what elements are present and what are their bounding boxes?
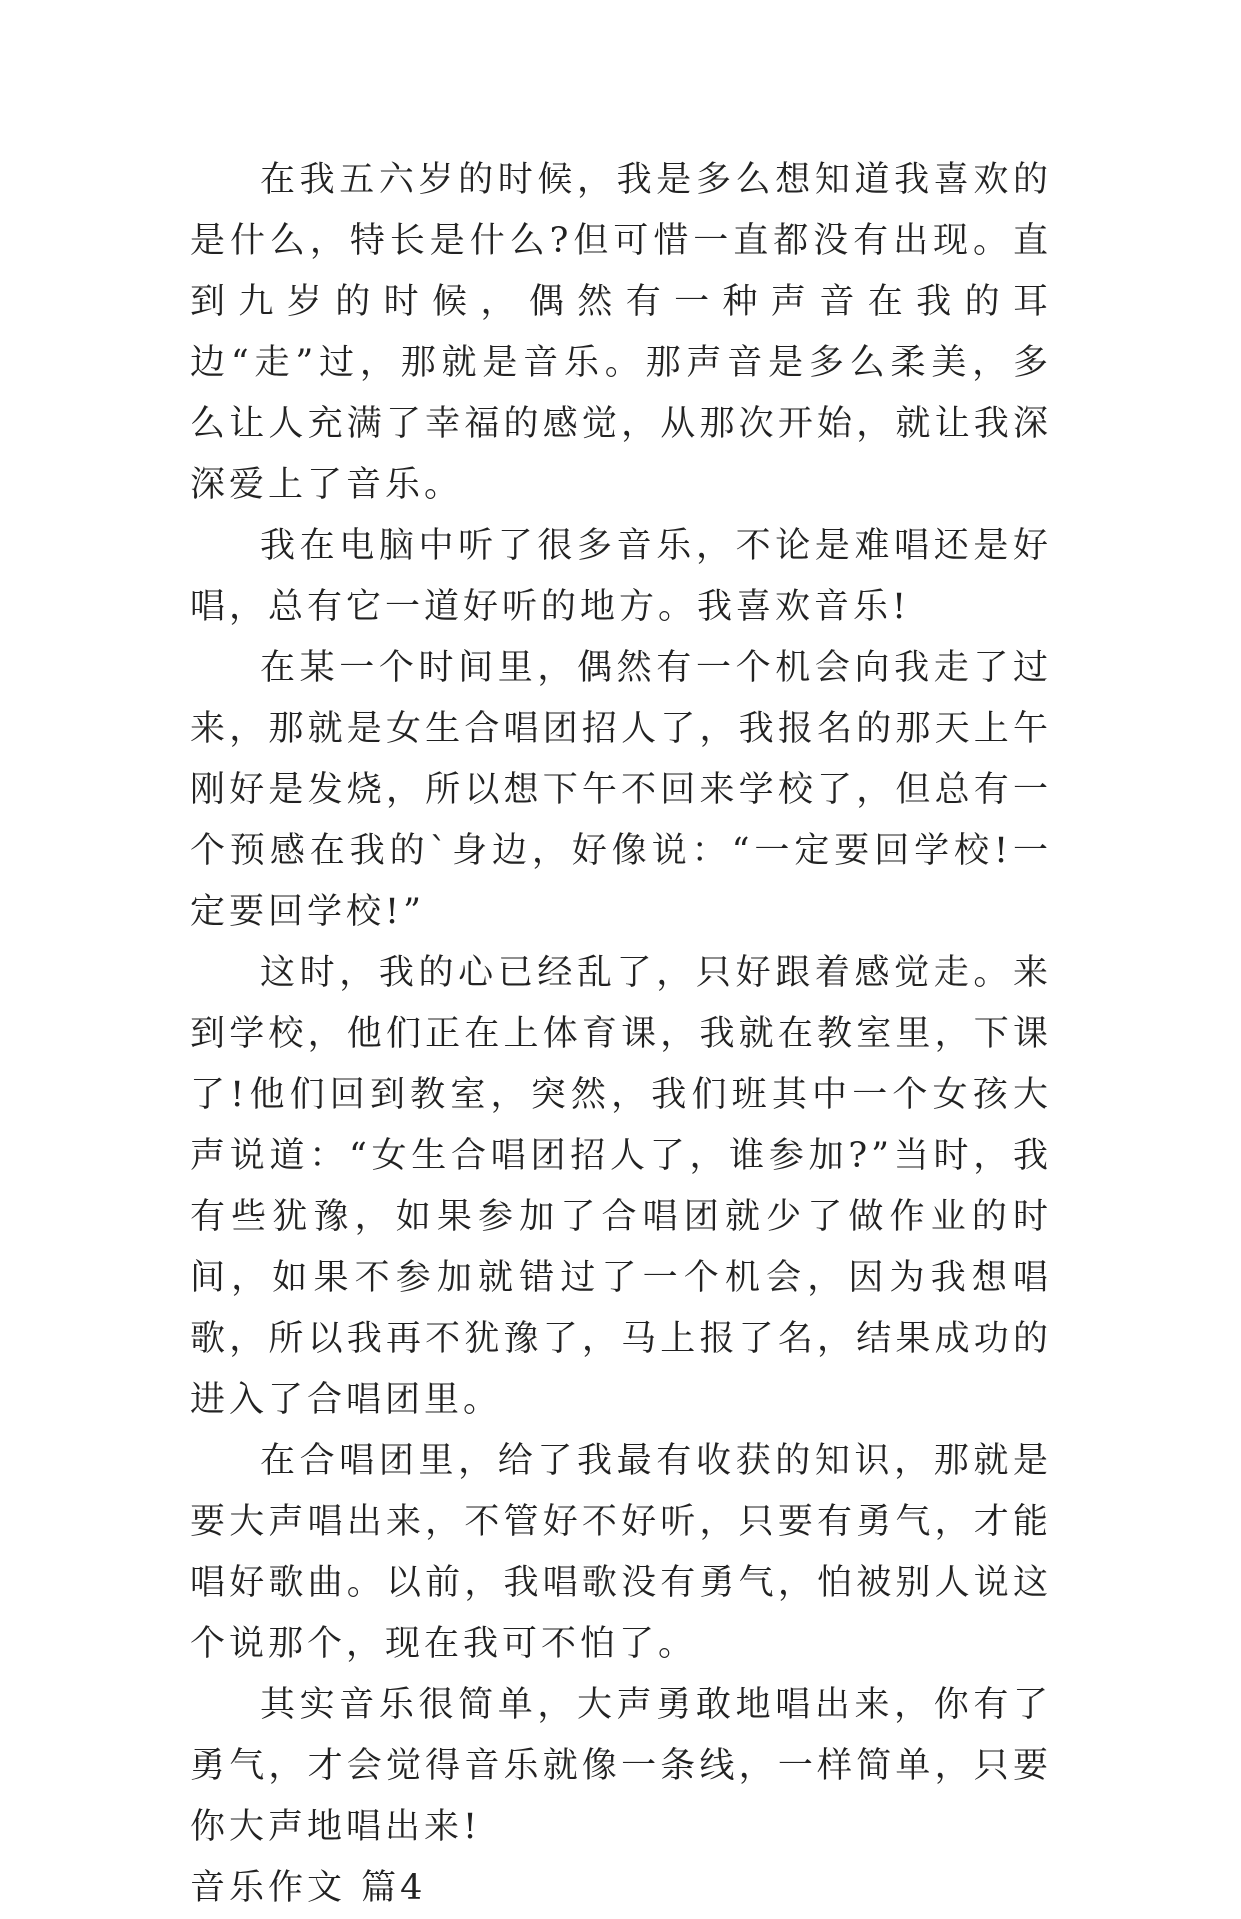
paragraph-2: 我在电脑中听了很多音乐，不论是难唱还是好唱，总有它一道好听的地方。我喜欢音乐! [190,526,1052,627]
paragraph-6: 其实音乐很简单，大声勇敢地唱出来，你有了勇气，才会觉得音乐就像一条线，一样简单，只要你大声地唱出来! [190,1685,1052,1847]
essay-body [190,150,1052,1919]
paragraph-1: 在我五六岁的时候，我是多么想知道我喜欢的是什么，特长是什么?但可惜一直都没有出现。直到九岁的时候，偶然有一种声音在我的耳边“走”过，那就是音乐。那声音是多么柔美，多么让人充满了幸福的感觉，从那次开始，就让我深深爱上了音乐。 [190,160,1052,505]
paragraph-4: 这时，我的心已经乱了，只好跟着感觉走。来到学校，他们正在上体育课，我就在教室里，下课了!他们回到教室，突然，我们班其中一个女孩大声说道：“女生合唱团招人了，谁参加?”当时，我有些犹豫，如果参加了合唱团就少了做作业的时间，如果不参加就错过了一个机会，因为我想唱歌，所以我再不犹豫了，马上报了名，结果成功的进入了合唱团里。 [190,953,1052,1420]
paragraph-3: 在某一个时间里，偶然有一个机会向我走了过来，那就是女生合唱团招人了，我报名的那天上午刚好是发烧，所以想下午不回来学校了，但总有一个预感在我的`身边，好像说：“一定要回学校!一定要回学校!” [190,648,1052,932]
section-heading: 音乐作文 篇4 [190,1868,427,1908]
paragraph-5: 在合唱团里，给了我最有收获的知识，那就是要大声唱出来，不管好不好听，只要有勇气，才能唱好歌曲。以前，我唱歌没有勇气，怕被别人说这个说那个，现在我可不怕了。 [190,1441,1052,1664]
